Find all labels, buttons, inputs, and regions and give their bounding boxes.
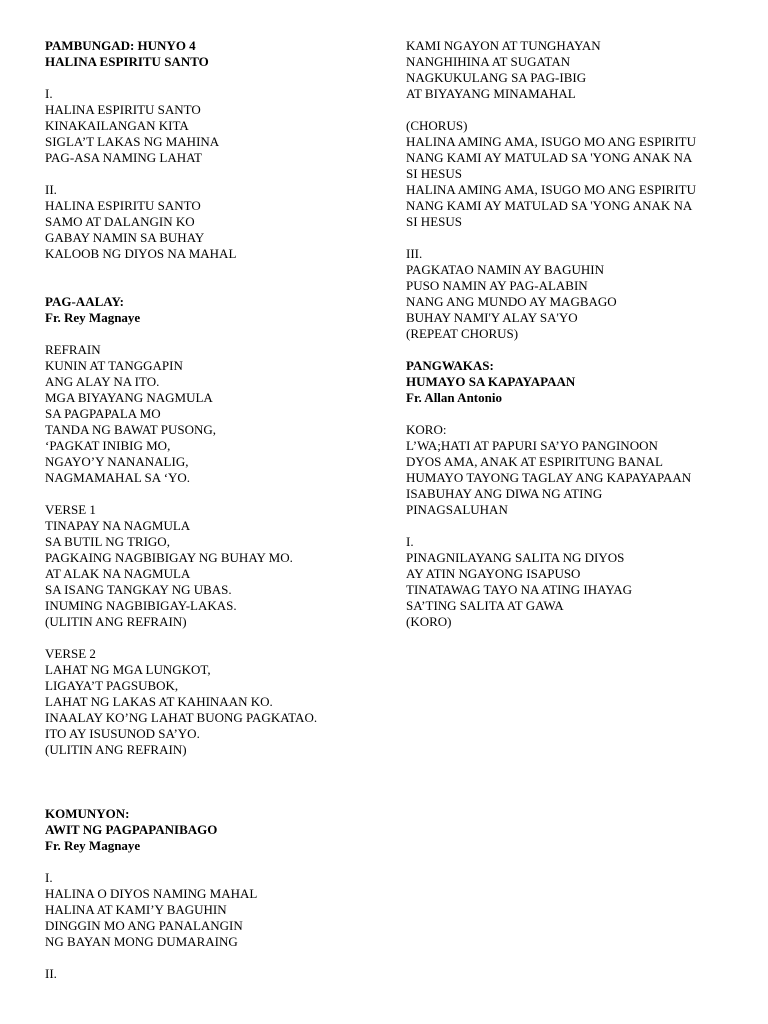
lyric-line: INUMING NAGBIBIGAY-LAKAS. — [45, 598, 237, 613]
lyric-line: I. — [406, 534, 414, 549]
lyric-line: REFRAIN — [45, 342, 101, 357]
lyric-line: I. — [45, 870, 53, 885]
right-column — [406, 38, 766, 630]
komunyon-continued — [406, 38, 766, 342]
lyric-line: SA PAGPAPALA MO — [45, 406, 161, 421]
lyric-line: ITO AY ISUSUNOD SA’YO. — [45, 726, 200, 741]
lyric-line: AT ALAK NA NAGMULA — [45, 566, 191, 581]
lyric-line: PINAGNILAYANG SALITA NG DIYOS — [406, 550, 625, 565]
section-heading: PAG-AALAY: — [45, 294, 124, 309]
lyric-line: LAHAT NG MGA LUNGKOT, — [45, 662, 211, 677]
lyric-line: NGAYO’Y NANANALIG, — [45, 454, 189, 469]
lyric-line: KUNIN AT TANGGAPIN — [45, 358, 183, 373]
lyric-line: SA’TING SALITA AT GAWA — [406, 598, 564, 613]
lyric-line: PINAGSALUHAN — [406, 502, 508, 517]
lyric-line: KORO: — [406, 422, 447, 437]
lyric-line: GABAY NAMIN SA BUHAY — [45, 230, 205, 245]
lyric-line: SA BUTIL NG TRIGO, — [45, 534, 170, 549]
lyric-line: I. — [45, 86, 53, 101]
lyric-line: HALINA AMING AMA, ISUGO MO ANG ESPIRITU — [406, 182, 696, 197]
song-author: Fr. Rey Magnaye — [45, 838, 141, 853]
lyric-line: HALINA ESPIRITU SANTO — [45, 198, 201, 213]
lyric-line: PAGKAING NAGBIBIGAY NG BUHAY MO. — [45, 550, 293, 565]
section-heading: KOMUNYON: — [45, 806, 130, 821]
lyric-line: (REPEAT CHORUS) — [406, 326, 519, 341]
lyric-line: (ULITIN ANG REFRAIN) — [45, 742, 187, 757]
lyric-line: NANG KAMI AY MATULAD SA 'YONG ANAK NA — [406, 150, 693, 165]
lyric-line: DYOS AMA, ANAK AT ESPIRITUNG BANAL — [406, 454, 663, 469]
lyric-line: SI HESUS — [406, 166, 462, 181]
lyric-line: NAGMAMAHAL SA ‘YO. — [45, 470, 191, 485]
lyric-line: HALINA AT KAMI’Y BAGUHIN — [45, 902, 227, 917]
lyric-line: III. — [406, 246, 423, 261]
lyric-line: KALOOB NG DIYOS NA MAHAL — [45, 246, 237, 261]
lyric-line: SI HESUS — [406, 214, 462, 229]
lyric-line: TINATAWAG TAYO NA ATING IHAYAG — [406, 582, 633, 597]
lyric-line: NG BAYAN MONG DUMARAING — [45, 934, 238, 949]
lyric-line: DINGGIN MO ANG PANALANGIN — [45, 918, 243, 933]
lyric-line: INAALAY KO’NG LAHAT BUONG PAGKATAO. — [45, 710, 318, 725]
lyric-line: (ULITIN ANG REFRAIN) — [45, 614, 187, 629]
lyric-line: VERSE 1 — [45, 502, 96, 517]
lyric-line: HALINA ESPIRITU SANTO — [45, 102, 201, 117]
left-column — [45, 38, 385, 982]
lyric-line: SAMO AT DALANGIN KO — [45, 214, 195, 229]
lyric-line: LAHAT NG LAKAS AT KAHINAAN KO. — [45, 694, 273, 709]
pambungad-section — [45, 38, 385, 262]
lyric-line: II. — [45, 966, 57, 981]
lyric-line: SIGLA’T LAKAS NG MAHINA — [45, 134, 220, 149]
lyric-line: MGA BIYAYANG NAGMULA — [45, 390, 213, 405]
lyric-line: NANG KAMI AY MATULAD SA 'YONG ANAK NA — [406, 198, 693, 213]
lyric-line: AY ATIN NGAYONG ISAPUSO — [406, 566, 581, 581]
lyric-line: BUHAY NAMI'Y ALAY SA'YO — [406, 310, 578, 325]
lyric-line: AT BIYAYANG MINAMAHAL — [406, 86, 576, 101]
lyric-line: (CHORUS) — [406, 118, 468, 133]
lyric-line: HALINA O DIYOS NAMING MAHAL — [45, 886, 258, 901]
lyric-line: HUMAYO TAYONG TAGLAY ANG KAPAYAPAAN — [406, 470, 692, 485]
song-author: Fr. Rey Magnaye — [45, 310, 141, 325]
lyric-line: TINAPAY NA NAGMULA — [45, 518, 191, 533]
lyric-line: SA ISANG TANGKAY NG UBAS. — [45, 582, 232, 597]
komunyon-section — [45, 806, 385, 982]
lyric-line: PAG-ASA NAMING LAHAT — [45, 150, 202, 165]
lyric-line: KAMI NGAYON AT TUNGHAYAN — [406, 38, 601, 53]
lyric-line: II. — [45, 182, 57, 197]
section-heading: PAMBUNGAD: HUNYO 4 — [45, 38, 196, 53]
lyric-line: TANDA NG BAWAT PUSONG, — [45, 422, 217, 437]
lyric-line: NAGKUKULANG SA PAG-IBIG — [406, 70, 587, 85]
lyric-line: PUSO NAMIN AY PAG-ALABIN — [406, 278, 588, 293]
lyric-line: ANG ALAY NA ITO. — [45, 374, 160, 389]
lyric-line: ISABUHAY ANG DIWA NG ATING — [406, 486, 603, 501]
song-author: Fr. Allan Antonio — [406, 390, 502, 405]
section-heading: PANGWAKAS: — [406, 358, 494, 373]
lyric-line: PAGKATAO NAMIN AY BAGUHIN — [406, 262, 604, 277]
lyric-line: (KORO) — [406, 614, 452, 629]
song-title: HUMAYO SA KAPAYAPAAN — [406, 374, 576, 389]
lyric-line: NANGHIHINA AT SUGATAN — [406, 54, 571, 69]
pagaalay-section — [45, 294, 385, 758]
lyric-line: L’WA;HATI AT PAPURI SA’YO PANGINOON — [406, 438, 658, 453]
lyric-line: HALINA AMING AMA, ISUGO MO ANG ESPIRITU — [406, 134, 696, 149]
pangwakas-section — [406, 358, 766, 630]
song-title: HALINA ESPIRITU SANTO — [45, 54, 209, 69]
lyric-line: NANG ANG MUNDO AY MAGBAGO — [406, 294, 617, 309]
lyric-line: LIGAYA’T PAGSUBOK, — [45, 678, 179, 693]
lyric-line: ‘PAGKAT INIBIG MO, — [45, 438, 171, 453]
song-title: AWIT NG PAGPAPANIBAGO — [45, 822, 218, 837]
lyric-line: KINAKAILANGAN KITA — [45, 118, 189, 133]
lyric-line: VERSE 2 — [45, 646, 96, 661]
